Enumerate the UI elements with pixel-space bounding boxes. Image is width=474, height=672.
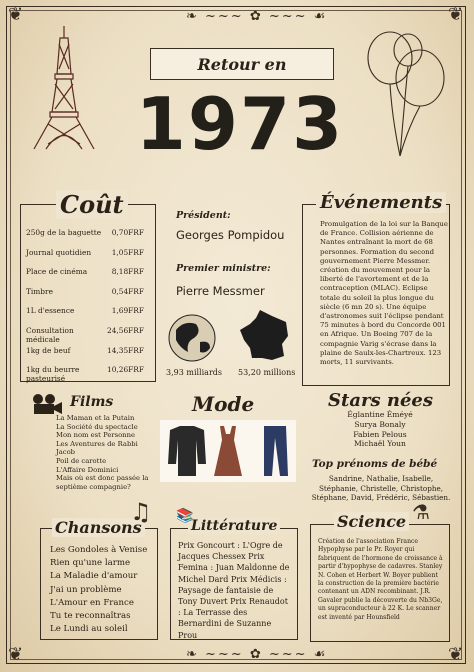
list-item: Églantine Éméyé	[347, 410, 413, 419]
cout-item: Timbre	[26, 286, 53, 296]
banner	[150, 48, 334, 80]
cout-row	[26, 228, 144, 237]
cout-price: 1,69FRF	[111, 306, 144, 316]
cout-price: 24,56FRF	[107, 326, 144, 335]
pm-name: Pierre Messmer	[176, 284, 265, 298]
president-name: Georges Pompidou	[176, 228, 285, 242]
litterature-text: Prix Goncourt : L'Ogre de Jacques Chessex Prix Femina : Juan Maldonne de Michel Dard Prix Médicis : Paysage de fantaisie de Tony Duvert Prix Renaudot : La Terrasse des Bernardini de Suzanne Prou	[178, 541, 290, 640]
president-label: Président:	[176, 210, 231, 221]
banner-text: Retour en	[197, 54, 287, 74]
chansons-list	[50, 544, 158, 636]
list-item: Rien qu'une larme	[50, 558, 131, 569]
list-item: La Société du spectacle	[56, 422, 138, 431]
corner-ornament-icon: ❦	[8, 4, 24, 25]
top-flourish-icon: ❧ ~~~ ✿ ~~~ ☙	[186, 9, 328, 24]
cout-price: 8,18FRF	[111, 267, 144, 277]
world-population: 3,93 milliards	[166, 368, 222, 377]
cout-item: Consultation médicale	[26, 326, 74, 344]
cout-price: 0,54FRF	[111, 286, 144, 296]
cout-item: Journal quotidien	[26, 247, 92, 257]
evenements-text: Promulgation de la loi sur la Banque de France. Collision aérienne de Nantes entraînant la mort de 68 personnes. Formation du second gouvernement Pierre Messmer. création du mouvement pour la liberté de l'avortement et de la contraception (MLAC). Eclipse totale du soleil la plus longue du siècle (6 mn 20 s). Une équipe d'astronomes suit l'éclipse pendant 75 minutes à bord du Concorde 001 en Afrique. Un Boeing 707 de la compagnie Varig s'écrase dans la plaine de Saulx-les-Chartreux. 123 morts, 11 survivants.	[320, 220, 448, 367]
prenoms-text: Sandrine, Nathalie, Isabelle, Stéphanie, Christelle, Christophe, Stéphane, David, Frédéric, Sébastien.	[311, 474, 451, 503]
cout-item: 1kg du beurre pasteurisé	[26, 365, 80, 384]
clothing-icon	[160, 420, 296, 482]
pm-label: Premier ministre:	[176, 263, 271, 274]
list-item: L'Amour en France	[50, 597, 134, 608]
corner-ornament-icon: ❦	[448, 644, 464, 665]
cout-price: 1,05FRF	[111, 247, 144, 257]
cout-item: Place de cinéma	[26, 267, 88, 277]
films-list	[56, 414, 156, 491]
list-item: La Maladie d'amour	[50, 571, 138, 582]
cout-price: 10,26FRF	[107, 365, 144, 375]
cout-price: 0,70FRF	[111, 228, 144, 237]
list-item: Surya Bonaly	[354, 419, 406, 429]
list-item: Mon nom est Personne	[56, 431, 135, 440]
mode-image	[160, 420, 296, 482]
list-item: Les Gondoles à Venise	[50, 545, 148, 555]
list-item: Mais où est donc passée la	[56, 474, 149, 483]
cout-row	[26, 248, 144, 257]
cout-row	[26, 267, 144, 276]
list-item: Poil de carotte	[56, 456, 107, 465]
corner-ornament-icon: ❦	[8, 644, 24, 665]
balloons-icon	[356, 28, 456, 168]
science-title: Science	[334, 512, 409, 531]
cout-title: Coût	[56, 190, 128, 219]
list-item: Michaël Youn	[354, 439, 406, 449]
cout-row	[26, 346, 144, 355]
litterature-title: Littérature	[188, 518, 280, 534]
list-item: Les Aventures de Rabbi Jacob	[56, 439, 138, 457]
music-note-icon: ♫	[130, 498, 152, 526]
list-item: La Maman et la Putain	[56, 414, 135, 422]
chansons-title: Chansons	[52, 518, 145, 537]
cout-row	[26, 287, 144, 296]
bottom-flourish-icon: ❧ ~~~ ✿ ~~~ ☙	[186, 647, 328, 662]
globe-icon	[166, 312, 218, 364]
france-population: 53,20 millions	[238, 368, 296, 377]
stars-title: Stars nées	[328, 390, 433, 411]
corner-ornament-icon: ❦	[448, 4, 464, 25]
cout-row	[26, 326, 144, 344]
films-title: Films	[70, 394, 114, 410]
list-item: septième compagnie?	[56, 482, 131, 491]
cout-item: 250g de la baguette	[26, 228, 102, 237]
list-item: L'Affaire Dominici	[56, 465, 119, 474]
year-title: 1973	[135, 82, 345, 166]
cout-item: 1L d'essence	[26, 306, 75, 316]
mode-title: Mode	[192, 392, 255, 416]
list-item: Le Lundi au soleil	[50, 624, 128, 635]
france-map-icon	[238, 308, 292, 364]
science-text: Création de l'association France Hypophyse par le Pr. Royer qui fabriquent de l'hormone de croissance à partir d'hypophyse de cadavres. Stanley N. Cohen et Herbert W. Boyer publient la construction de la première bactérie contenant un ADN recombinant. J.R. Gavaler publie la découverte du Nb3Ge, un supraconducteur à 22 K. Le scanner est inventé par Hounsfield	[318, 538, 443, 621]
stars-list	[310, 410, 450, 449]
cout-row	[26, 365, 144, 383]
microscope-icon: ⚗	[412, 500, 430, 524]
cout-price: 14,35FRF	[107, 345, 144, 355]
prenoms-title: Top prénoms de bébé	[312, 458, 438, 470]
cout-item: 1kg de beuf	[26, 345, 71, 355]
list-item: J'ai un problème	[50, 584, 122, 595]
list-item: Fabien Pelous	[353, 429, 407, 439]
cout-row	[26, 306, 144, 315]
evenements-title: Événements	[316, 192, 446, 213]
books-icon: 📚	[176, 508, 194, 524]
eiffel-tower-icon	[24, 24, 104, 154]
list-item: Tu te reconnaîtras	[50, 611, 131, 622]
